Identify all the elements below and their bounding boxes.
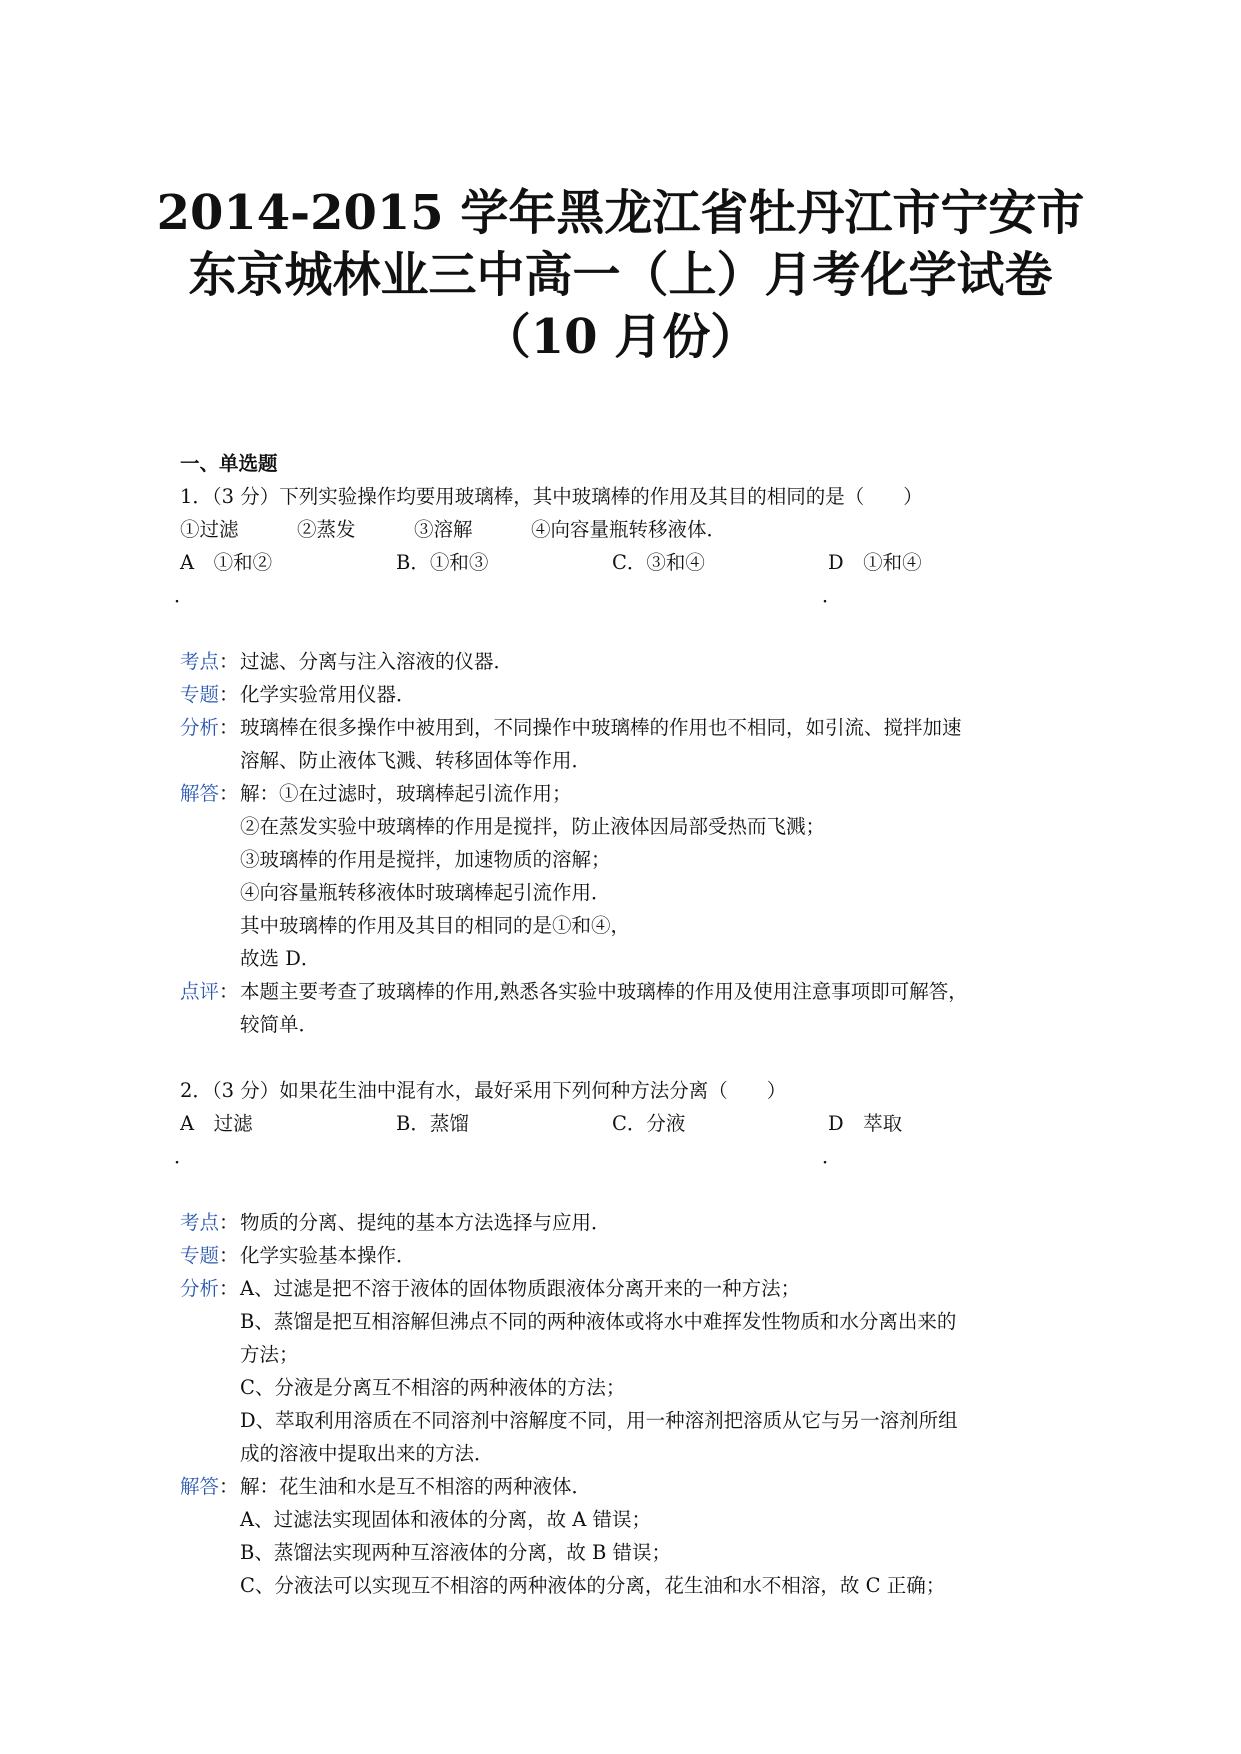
question-2-option-dots (174, 1140, 1080, 1173)
zhuanti-label: 专题 (180, 1244, 220, 1267)
title-line-1: 2014-2015 学年黑龙江省牡丹江市宁安市 (156, 185, 1085, 241)
fenxi-line: C、分液是分离互不相溶的两种液体的方法； (240, 1376, 626, 1399)
kaodian-label: 考点 (180, 650, 220, 673)
jieda-line: ③玻璃棒的作用是搅拌，加速物质的溶解； (240, 848, 611, 871)
fenxi-line: 玻璃棒在很多操作中被用到，不同操作中玻璃棒的作用也不相同，如引流、搅拌加速 (240, 716, 962, 739)
zhuanti-text: 化学实验基本操作． (240, 1244, 416, 1267)
q2-kaodian: 考点： 物质的分离、提纯的基本方法选择与应用． (180, 1206, 1080, 1239)
question-1-options (180, 546, 1080, 579)
fenxi-line: 成的溶液中提取出来的方法． (240, 1442, 494, 1465)
option-a: A 过滤 (180, 1112, 253, 1135)
question-1-items: ①过滤 ②蒸发 ③溶解 ④向容量瓶转移液体． (180, 518, 727, 541)
q1-dianping: 点评： 本题主要考查了玻璃棒的作用,熟悉各实验中玻璃棒的作用及使用注意事项即可解答， 较简单． (180, 975, 1080, 1041)
dianping-line: 较简单． (240, 1013, 319, 1036)
zhuanti-label: 专题 (180, 683, 220, 706)
q1-fenxi: 分析： 玻璃棒在很多操作中被用到，不同操作中玻璃棒的作用也不相同，如引流、搅拌加速 溶解、防止液体飞溅、转移固体等作用． (180, 711, 1080, 777)
option-c: C．③和④ (612, 551, 705, 574)
option-d: D 萃取 (828, 1112, 903, 1135)
jieda-label: 解答 (180, 1475, 220, 1498)
q2-jieda: 解答： 解：花生油和水是互不相溶的两种液体． A、过滤法实现固体和液体的分离，故 A 错误； B、蒸馏法实现两种互溶液体的分离，故 B 错误； C、分液法可以实现互不相溶的两种液体的分离，花生油和水不相溶，故 C 正确； (180, 1470, 1080, 1602)
fenxi-label: 分析 (180, 1277, 220, 1300)
jieda-line: B、蒸馏法实现两种互溶液体的分离，故 B 错误； (240, 1541, 672, 1564)
zhuanti-text: 化学实验常用仪器． (240, 683, 416, 706)
jieda-line: C、分液法可以实现互不相溶的两种液体的分离，花生油和水不相溶，故 C 正确； (240, 1574, 946, 1597)
jieda-line: 解：①在过滤时，玻璃棒起引流作用； (240, 782, 572, 805)
kaodian-label: 考点 (180, 1211, 220, 1234)
jieda-line: 其中玻璃棒的作用及其目的相同的是①和④， (240, 914, 631, 937)
dianping-label: 点评 (180, 980, 220, 1003)
title-line-2: 东京城林业三中高一（上）月考化学试卷 (188, 247, 1053, 303)
jieda-line: 解：花生油和水是互不相溶的两种液体． (240, 1475, 592, 1498)
q2-zhuanti: 专题： 化学实验基本操作． (180, 1239, 1080, 1272)
option-dot: ． (822, 584, 842, 607)
jieda-line: ②在蒸发实验中玻璃棒的作用是搅拌，防止液体因局部受热而飞溅； (240, 815, 826, 838)
option-dot: ． (174, 1145, 194, 1168)
fenxi-line: 溶解、防止液体飞溅、转移固体等作用． (240, 749, 592, 772)
fenxi-label: 分析 (180, 716, 220, 739)
question-1-stem: 1．（3 分）下列实验操作均要用玻璃棒，其中玻璃棒的作用及其目的相同的是（ ） (180, 485, 923, 508)
jieda-label: 解答 (180, 782, 220, 805)
question-2-stem: 2．（3 分）如果花生油中混有水，最好采用下列何种方法分离（ ） (180, 1079, 787, 1102)
q1-jieda: 解答： 解：①在过滤时，玻璃棒起引流作用； ②在蒸发实验中玻璃棒的作用是搅拌，防止液体因局部受热而飞溅； ③玻璃棒的作用是搅拌，加速物质的溶解； ④向容量瓶转移液体时玻璃棒起引流作用． 其中玻璃棒的作用及其目的相同的是①和④， 故选 D． (180, 777, 1080, 975)
title-line-3: （10 月份） (482, 309, 759, 365)
option-dot: ． (822, 1145, 842, 1168)
fenxi-line: D、萃取利用溶质在不同溶剂中溶解度不同，用一种溶剂把溶质从它与另一溶剂所组 (240, 1409, 958, 1432)
dianping-line: 本题主要考查了玻璃棒的作用,熟悉各实验中玻璃棒的作用及使用注意事项即可解答， (240, 980, 968, 1003)
jieda-line: A、过滤法实现固体和液体的分离，故 A 错误； (240, 1508, 652, 1531)
document-title (0, 182, 1241, 368)
option-c: C．分液 (612, 1112, 686, 1135)
document-body (174, 447, 1080, 1602)
q1-zhuanti: 专题： 化学实验常用仪器． (180, 678, 1080, 711)
fenxi-line: 方法； (240, 1343, 299, 1366)
option-b: B．蒸馏 (396, 1112, 469, 1135)
fenxi-line: B、蒸馏是把互相溶解但沸点不同的两种液体或将水中难挥发性物质和水分离出来的 (240, 1310, 957, 1333)
jieda-line: ④向容量瓶转移液体时玻璃棒起引流作用． (240, 881, 611, 904)
q2-fenxi: 分析： A、过滤是把不溶于液体的固体物质跟液体分离开来的一种方法； B、蒸馏是把互相溶解但沸点不同的两种液体或将水中难挥发性物质和水分离出来的 方法； C、分液是分离互不相溶的两种液体的方法； D、萃取利用溶质在不同溶剂中溶解度不同，用一种溶剂把溶质从它与另一溶剂所组 成的溶液中提取出来的方法． (180, 1272, 1080, 1470)
option-b: B．①和③ (396, 551, 489, 574)
option-dot: ． (174, 584, 194, 607)
section-heading: 一、单选题 (180, 452, 278, 475)
q1-kaodian: 考点： 过滤、分离与注入溶液的仪器． (180, 645, 1080, 678)
fenxi-line: A、过滤是把不溶于液体的固体物质跟液体分离开来的一种方法； (240, 1277, 801, 1300)
kaodian-text: 过滤、分离与注入溶液的仪器． (240, 650, 514, 673)
question-2-options (180, 1107, 1080, 1140)
question-1-option-dots (174, 579, 1080, 612)
option-d: D ①和④ (828, 551, 922, 574)
jieda-line: 故选 D． (240, 947, 321, 970)
kaodian-text: 物质的分离、提纯的基本方法选择与应用． (240, 1211, 611, 1234)
option-a: A ①和② (180, 551, 273, 574)
